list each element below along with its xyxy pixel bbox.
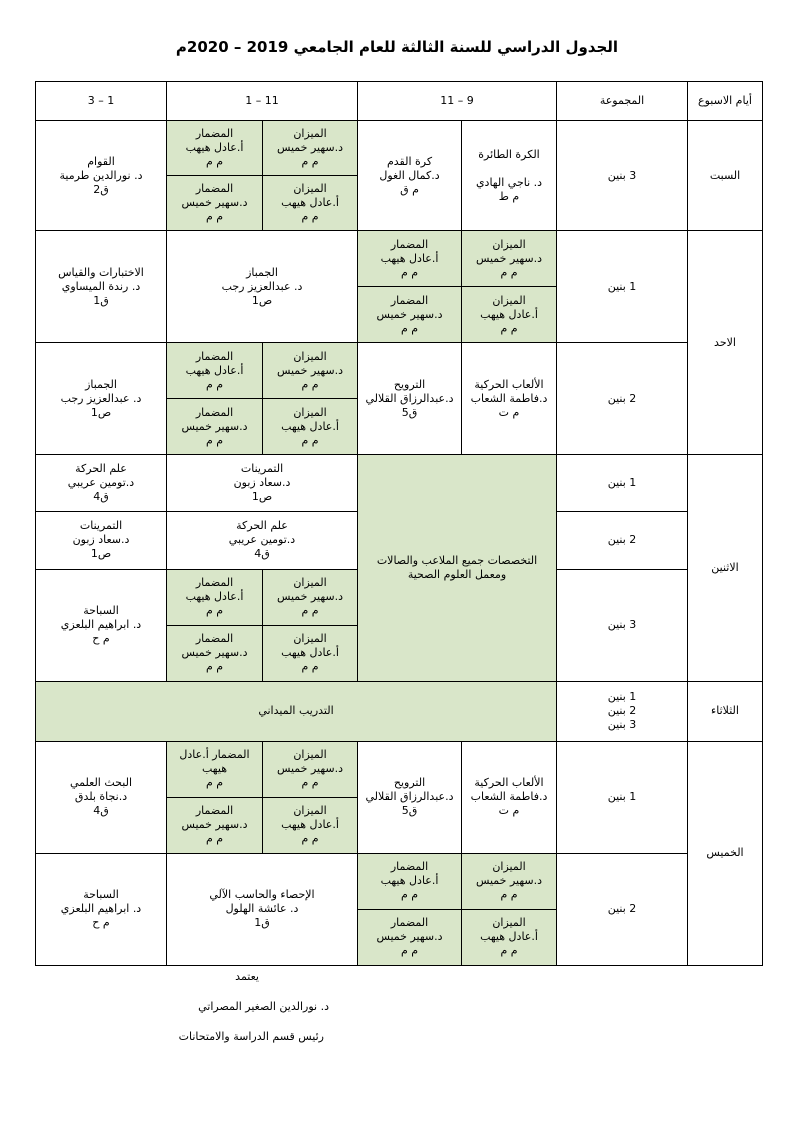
- class-cell: التخصصات جميع الملاعب والصالات ومعمل العلوم الصحية: [358, 455, 557, 681]
- class-cell: الميزان أ.عادل هيهب م م: [263, 399, 358, 455]
- group-cell: 1 بنين 2 بنين 3 بنين: [557, 681, 688, 741]
- class-cell: المضمار أ.عادل هيهب م م: [167, 569, 263, 625]
- class-cell: الألعاب الحركية د.فاطمة الشعاب م ت: [462, 741, 557, 853]
- class-cell: الجمباز د. عبدالعزيز رجب ص1: [167, 231, 358, 343]
- class-cell: الميزان أ.عادل هيهب م م: [462, 909, 557, 965]
- class-cell: التمرينات د.سعاد زبون ص1: [36, 512, 167, 569]
- approver-name: د. نورالدين الصغير المصراتي: [198, 1000, 329, 1013]
- class-cell: الميزان أ.عادل هيهب م م: [263, 797, 358, 853]
- class-cell: التدريب الميداني: [36, 681, 557, 741]
- group-cell: 3 بنين: [557, 121, 688, 231]
- class-cell: الترويح د.عبدالرزاق القلالي ق5: [358, 343, 462, 455]
- group-cell: 1 بنين: [557, 231, 688, 343]
- class-cell: التمرينات د.سعاد زبون ص1: [167, 455, 358, 512]
- header-period-1: 9 – 11: [358, 82, 557, 121]
- class-cell: الميزان د.سهير خميس م م: [263, 343, 358, 399]
- group-cell: 3 بنين: [557, 569, 688, 681]
- class-cell: الألعاب الحركية د.فاطمة الشعاب م ت: [462, 343, 557, 455]
- class-cell: الميزان أ.عادل هيهب م م: [462, 287, 557, 343]
- group-cell: 2 بنين: [557, 343, 688, 455]
- class-cell: المضمار د.سهير خميس م م: [167, 797, 263, 853]
- class-cell: المضمار أ.عادل هيهب م م: [358, 853, 462, 909]
- class-cell: السباحة د. ابراهيم البلعزي م ح: [36, 853, 167, 965]
- class-cell: علم الحركة د.تومين عريبي ق4: [36, 455, 167, 512]
- class-cell: المضمار د.سهير خميس م م: [167, 625, 263, 681]
- class-cell: المضمار أ.عادل هيهب م م: [358, 231, 462, 287]
- schedule-table: [35, 81, 763, 966]
- group-cell: 2 بنين: [557, 512, 688, 569]
- header-days: أيام الاسبوع: [688, 82, 763, 121]
- class-cell: المضمار د.سهير خميس م م: [358, 287, 462, 343]
- class-cell: الميزان د.سهير خميس م م: [263, 121, 358, 176]
- class-cell: السباحة د. ابراهيم البلعزي م ح: [36, 569, 167, 681]
- class-cell: الكرة الطائرة د. ناجي الهادي م ط: [462, 121, 557, 231]
- approval-label: يعتمد: [235, 970, 259, 983]
- group-cell: 1 بنين: [557, 741, 688, 853]
- header-group: المجموعة: [557, 82, 688, 121]
- class-cell: الجمباز د. عبدالعزيز رجب ص1: [36, 343, 167, 455]
- class-cell: كرة القدم د.كمال الغول م ق: [358, 121, 462, 231]
- class-cell: المضمار أ.عادل هيهب م م: [167, 121, 263, 176]
- class-cell: المضمار د.سهير خميس م م: [167, 176, 263, 231]
- day-sunday: الاحد: [688, 231, 763, 455]
- header-period-3: 1 – 3: [36, 82, 167, 121]
- day-tuesday: الثلاثاء: [688, 681, 763, 741]
- class-cell: الميزان د.سهير خميس م م: [263, 741, 358, 797]
- day-saturday: السبت: [688, 121, 763, 231]
- header-period-2: 11 – 1: [167, 82, 358, 121]
- class-cell: المضمار د.سهير خميس م م: [167, 399, 263, 455]
- group-cell: 2 بنين: [557, 853, 688, 965]
- class-cell: المضمار أ.عادل هيهب م م: [167, 741, 263, 797]
- class-cell: الميزان د.سهير خميس م م: [263, 569, 358, 625]
- class-cell: الميزان د.سهير خميس م م: [462, 853, 557, 909]
- approver-role: رئيس قسم الدراسة والامتحانات: [178, 1030, 324, 1043]
- class-cell: القوام د. نورالدين طرمية ق2: [36, 121, 167, 231]
- class-cell: الترويح د.عبدالرزاق القلالي ق5: [358, 741, 462, 853]
- group-cell: 1 بنين: [557, 455, 688, 512]
- class-cell: الاختبارات والقياس د. رندة الميساوي ق1: [36, 231, 167, 343]
- class-cell: المضمار أ.عادل هيهب م م: [167, 343, 263, 399]
- day-monday: الاثنين: [688, 455, 763, 681]
- class-cell: الميزان أ.عادل هيهب م م: [263, 625, 358, 681]
- class-cell: الإحصاء والحاسب الآلي د. عائشة الهلول ق1: [167, 853, 358, 965]
- day-thursday: الخميس: [688, 741, 763, 965]
- class-cell: الميزان أ.عادل هيهب م م: [263, 176, 358, 231]
- class-cell: علم الحركة د.تومين عريبي ق4: [167, 512, 358, 569]
- class-cell: الميزان د.سهير خميس م م: [462, 231, 557, 287]
- class-cell: المضمار د.سهير خميس م م: [358, 909, 462, 965]
- class-cell: البحث العلمي د.نجاة بلدق ق4: [36, 741, 167, 853]
- page-title: الجدول الدراسي للسنة الثالثة للعام الجامعي 2019 – 2020م: [175, 38, 619, 56]
